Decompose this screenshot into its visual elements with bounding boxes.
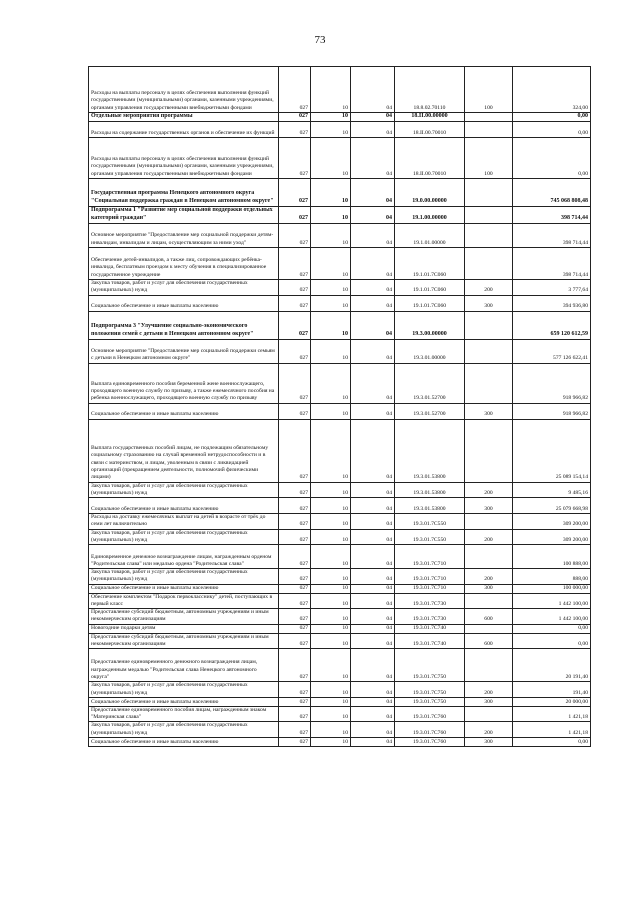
row-subsection: 04 xyxy=(351,224,395,248)
row-target-article: 19.3.01.7С760 xyxy=(395,722,465,738)
row-expense-type xyxy=(465,649,513,682)
row-section: 10 xyxy=(311,295,351,311)
row-amount: 0,00 xyxy=(513,633,591,649)
row-name: Закупка товаров, работ и услуг для обеспечения государственных (муниципальных) нужд xyxy=(89,482,279,498)
row-amount: 888,00 xyxy=(513,569,591,585)
row-amount: 0,00 xyxy=(513,122,591,138)
row-target-article: 19.3.01.53800 xyxy=(395,419,465,482)
row-name: Предоставление единовременного денежного вознаграждения лицам, награжденным медалью "Родительская слава Ненецкого автономного округа" xyxy=(89,649,279,682)
row-subsection: 04 xyxy=(351,311,395,339)
table-row xyxy=(89,419,591,482)
row-name: Социальное обеспечение и иные выплаты населению xyxy=(89,737,279,746)
row-subsection: 04 xyxy=(351,280,395,296)
row-target-article: 19.1.01.00000 xyxy=(395,224,465,248)
row-expense-type: 100 xyxy=(465,138,513,179)
row-expense-type: 600 xyxy=(465,609,513,625)
page-number: 73 xyxy=(314,34,326,46)
budget-table-body xyxy=(89,67,591,747)
row-admin-code: 027 xyxy=(279,248,311,280)
row-name: Расходы на содержание государственных органов и обеспечение их функций xyxy=(89,122,279,138)
row-amount: 1 442 100,00 xyxy=(513,593,591,609)
row-name: Обеспечение детей-инвалидов, а также лиц, сопровождающих ребёнка-инвалида, бесплатным проездом к месту обучения в специализированное государственное учреждение xyxy=(89,248,279,280)
row-name: Государственная программа Ненецкого автономного округа "Социальная поддержка граждан в Ненецком автономном округе" xyxy=(89,179,279,207)
row-expense-type xyxy=(465,224,513,248)
row-expense-type xyxy=(465,248,513,280)
row-admin-code: 027 xyxy=(279,295,311,311)
row-subsection: 04 xyxy=(351,179,395,207)
row-subsection: 04 xyxy=(351,545,395,569)
row-subsection: 04 xyxy=(351,529,395,545)
row-target-article: 19.3.01.7С550 xyxy=(395,529,465,545)
row-amount: 25 089 154,14 xyxy=(513,419,591,482)
row-section: 10 xyxy=(311,419,351,482)
row-target-article: 19.3.00.00000 xyxy=(395,311,465,339)
row-admin-code: 027 xyxy=(279,482,311,498)
row-admin-code: 027 xyxy=(279,113,311,122)
row-expense-type xyxy=(465,179,513,207)
row-name: Закупка товаров, работ и услуг для обеспечения государственных (муниципальных) нужд xyxy=(89,722,279,738)
row-target-article: 19.0.00.00000 xyxy=(395,179,465,207)
row-subsection: 04 xyxy=(351,419,395,482)
row-admin-code: 027 xyxy=(279,529,311,545)
row-section: 10 xyxy=(311,498,351,514)
row-name: Социальное обеспечение и иные выплаты населению xyxy=(89,403,279,419)
row-amount: 0,00 xyxy=(513,138,591,179)
row-name: Предоставление субсидий бюджетным, автономным учреждениям и иным некоммерческим организациям xyxy=(89,609,279,625)
row-admin-code: 027 xyxy=(279,737,311,746)
row-amount: 0,00 xyxy=(513,737,591,746)
row-admin-code: 027 xyxy=(279,138,311,179)
row-subsection: 04 xyxy=(351,138,395,179)
budget-table xyxy=(88,66,591,747)
row-subsection: 04 xyxy=(351,295,395,311)
row-target-article: 19.1.01.7С060 xyxy=(395,280,465,296)
row-amount: 25 079 668,98 xyxy=(513,498,591,514)
row-admin-code: 027 xyxy=(279,633,311,649)
row-name: Закупка товаров, работ и услуг для обеспечения государственных (муниципальных) нужд xyxy=(89,569,279,585)
row-target-article: 19.3.01.00000 xyxy=(395,339,465,363)
row-target-article: 19.3.01.7С710 xyxy=(395,545,465,569)
row-name: Социальное обеспечение и иные выплаты населению xyxy=(89,295,279,311)
row-expense-type xyxy=(465,545,513,569)
row-name: Обеспечение комплектом "Подарок первокласснику" детей, поступающих в первый класс xyxy=(89,593,279,609)
table-row xyxy=(89,339,591,363)
row-amount: 394 936,80 xyxy=(513,295,591,311)
row-subsection: 04 xyxy=(351,482,395,498)
table-row xyxy=(89,311,591,339)
row-admin-code: 027 xyxy=(279,649,311,682)
row-section: 10 xyxy=(311,706,351,722)
row-target-article: 19.3.01.7С750 xyxy=(395,697,465,706)
row-subsection: 04 xyxy=(351,682,395,698)
row-admin-code: 027 xyxy=(279,280,311,296)
row-section: 10 xyxy=(311,697,351,706)
row-amount: 20 000,00 xyxy=(513,697,591,706)
table-row xyxy=(89,682,591,698)
row-target-article: 19.3.01.7С760 xyxy=(395,737,465,746)
table-row xyxy=(89,113,591,122)
row-section: 10 xyxy=(311,122,351,138)
row-name: Подпрограмма 3 "Улучшение социально-экономического положения семей с детьми в Ненецком автономном округе" xyxy=(89,311,279,339)
row-amount: 745 068 808,48 xyxy=(513,179,591,207)
row-section: 10 xyxy=(311,529,351,545)
table-row xyxy=(89,545,591,569)
row-admin-code: 027 xyxy=(279,179,311,207)
row-subsection: 04 xyxy=(351,113,395,122)
row-admin-code: 027 xyxy=(279,403,311,419)
row-subsection: 04 xyxy=(351,624,395,633)
row-subsection: 04 xyxy=(351,569,395,585)
row-expense-type: 200 xyxy=(465,569,513,585)
row-admin-code: 027 xyxy=(279,339,311,363)
row-amount: 0,00 xyxy=(513,113,591,122)
row-name: Предоставление субсидий бюджетным, автономным учреждениям и иным некоммерческим организациям xyxy=(89,633,279,649)
row-name: Социальное обеспечение и иные выплаты населению xyxy=(89,584,279,593)
table-row xyxy=(89,593,591,609)
row-section: 10 xyxy=(311,682,351,698)
row-section: 10 xyxy=(311,67,351,113)
row-amount: 20 191,40 xyxy=(513,649,591,682)
row-target-article: 19.3.01.7С740 xyxy=(395,633,465,649)
table-row xyxy=(89,482,591,498)
table-row xyxy=(89,67,591,113)
row-expense-type xyxy=(465,419,513,482)
row-name: Расходы на доставку ежемесячных выплат на детей в возрасте от трёх до семи лет включительно xyxy=(89,514,279,530)
row-target-article: 19.3.01.7С710 xyxy=(395,584,465,593)
row-amount: 0,00 xyxy=(513,624,591,633)
table-row xyxy=(89,633,591,649)
row-name: Новогодние подарки детям xyxy=(89,624,279,633)
row-section: 10 xyxy=(311,248,351,280)
row-subsection: 04 xyxy=(351,207,395,224)
row-target-article: 18.II.00.70010 xyxy=(395,138,465,179)
row-amount: 1 421,18 xyxy=(513,706,591,722)
row-expense-type xyxy=(465,207,513,224)
row-section: 10 xyxy=(311,224,351,248)
row-subsection: 04 xyxy=(351,498,395,514)
row-amount: 100 000,00 xyxy=(513,584,591,593)
row-section: 10 xyxy=(311,649,351,682)
row-target-article: 19.3.01.52700 xyxy=(395,363,465,403)
row-amount: 3 777,64 xyxy=(513,280,591,296)
row-amount: 398 714,44 xyxy=(513,248,591,280)
row-amount: 191,40 xyxy=(513,682,591,698)
row-section: 10 xyxy=(311,633,351,649)
row-name: Социальное обеспечение и иные выплаты населению xyxy=(89,498,279,514)
row-name: Основное мероприятие "Предоставление мер социальной поддержки детям-инвалидам, инвалидам и лицам, осуществляющим за ними уход" xyxy=(89,224,279,248)
row-target-article: 19.3.01.7С730 xyxy=(395,593,465,609)
row-admin-code: 027 xyxy=(279,498,311,514)
table-row xyxy=(89,403,591,419)
row-subsection: 04 xyxy=(351,584,395,593)
row-admin-code: 027 xyxy=(279,207,311,224)
row-name: Отдельные мероприятия программы xyxy=(89,113,279,122)
row-section: 10 xyxy=(311,179,351,207)
row-admin-code: 027 xyxy=(279,545,311,569)
row-section: 10 xyxy=(311,722,351,738)
row-target-article: 19.3.01.7С750 xyxy=(395,682,465,698)
row-admin-code: 027 xyxy=(279,593,311,609)
row-name: Закупка товаров, работ и услуг для обеспечения государственных (муниципальных) нужд xyxy=(89,280,279,296)
table-row xyxy=(89,122,591,138)
row-amount: 1 421,18 xyxy=(513,722,591,738)
row-expense-type: 200 xyxy=(465,529,513,545)
table-row xyxy=(89,584,591,593)
row-amount: 100 888,00 xyxy=(513,545,591,569)
row-expense-type xyxy=(465,113,513,122)
row-subsection: 04 xyxy=(351,403,395,419)
row-expense-type: 300 xyxy=(465,584,513,593)
row-admin-code: 027 xyxy=(279,363,311,403)
row-target-article: 19.3.01.7С710 xyxy=(395,569,465,585)
row-target-article: 19.3.01.7С730 xyxy=(395,609,465,625)
row-amount: 324,00 xyxy=(513,67,591,113)
row-admin-code: 027 xyxy=(279,569,311,585)
row-admin-code: 027 xyxy=(279,419,311,482)
row-expense-type xyxy=(465,514,513,530)
row-section: 10 xyxy=(311,311,351,339)
row-expense-type: 300 xyxy=(465,697,513,706)
row-subsection: 04 xyxy=(351,609,395,625)
row-name: Социальное обеспечение и иные выплаты населению xyxy=(89,697,279,706)
row-section: 10 xyxy=(311,514,351,530)
row-section: 10 xyxy=(311,609,351,625)
row-section: 10 xyxy=(311,207,351,224)
row-amount: 398 714,44 xyxy=(513,224,591,248)
row-admin-code: 027 xyxy=(279,584,311,593)
row-amount: 1 442 100,00 xyxy=(513,609,591,625)
row-admin-code: 027 xyxy=(279,67,311,113)
row-section: 10 xyxy=(311,545,351,569)
row-admin-code: 027 xyxy=(279,609,311,625)
row-subsection: 04 xyxy=(351,122,395,138)
row-expense-type: 300 xyxy=(465,403,513,419)
row-expense-type: 200 xyxy=(465,722,513,738)
row-section: 10 xyxy=(311,624,351,633)
row-target-article: 19.3.01.7С740 xyxy=(395,624,465,633)
row-subsection: 04 xyxy=(351,363,395,403)
row-subsection: 04 xyxy=(351,737,395,746)
row-admin-code: 027 xyxy=(279,514,311,530)
row-amount: 398 714,44 xyxy=(513,207,591,224)
row-admin-code: 027 xyxy=(279,624,311,633)
row-amount: 577 126 622,41 xyxy=(513,339,591,363)
row-admin-code: 027 xyxy=(279,697,311,706)
row-amount: 918 966,82 xyxy=(513,363,591,403)
row-section: 10 xyxy=(311,403,351,419)
row-subsection: 04 xyxy=(351,649,395,682)
row-amount: 918 966,82 xyxy=(513,403,591,419)
row-name: Выплата государственных пособий лицам, не подлежащим обязательному социальному страхованию на случай временной нетрудоспособности и в связи с материнством, и лицам, уволенным в связи с ликвидацией организаций (прекращением деятельности, полномочий физическими лицами) xyxy=(89,419,279,482)
table-row xyxy=(89,295,591,311)
row-subsection: 04 xyxy=(351,514,395,530)
row-subsection: 04 xyxy=(351,339,395,363)
row-subsection: 04 xyxy=(351,633,395,649)
row-admin-code: 027 xyxy=(279,722,311,738)
row-section: 10 xyxy=(311,113,351,122)
row-admin-code: 027 xyxy=(279,224,311,248)
row-expense-type xyxy=(465,706,513,722)
row-expense-type xyxy=(465,363,513,403)
table-row xyxy=(89,624,591,633)
row-expense-type: 300 xyxy=(465,498,513,514)
table-row xyxy=(89,248,591,280)
row-subsection: 04 xyxy=(351,706,395,722)
row-section: 10 xyxy=(311,569,351,585)
row-section: 10 xyxy=(311,280,351,296)
row-target-article: 19.1.00.00000 xyxy=(395,207,465,224)
row-expense-type: 100 xyxy=(465,67,513,113)
table-row xyxy=(89,138,591,179)
row-section: 10 xyxy=(311,363,351,403)
table-row xyxy=(89,649,591,682)
table-row xyxy=(89,207,591,224)
row-expense-type xyxy=(465,122,513,138)
row-target-article: 19.3.01.53800 xyxy=(395,482,465,498)
row-expense-type: 300 xyxy=(465,295,513,311)
row-target-article: 19.3.01.53800 xyxy=(395,498,465,514)
row-expense-type: 200 xyxy=(465,482,513,498)
row-section: 10 xyxy=(311,339,351,363)
row-section: 10 xyxy=(311,737,351,746)
row-target-article: 19.3.01.7С550 xyxy=(395,514,465,530)
table-row xyxy=(89,706,591,722)
table-row xyxy=(89,224,591,248)
row-target-article: 18.II.00.00000 xyxy=(395,113,465,122)
row-name: Расходы на выплаты персоналу в целях обеспечения выполнения функций государственными (муниципальными) органами, казенными учреждениями, органами управления государственными внебюджетными фондами xyxy=(89,67,279,113)
row-name: Единовременное денежное вознаграждение лицам, награжденным орденом "Родительская слава" или медалью ордена "Родительская слава" xyxy=(89,545,279,569)
row-amount: 9 485,16 xyxy=(513,482,591,498)
row-expense-type: 600 xyxy=(465,633,513,649)
table-row xyxy=(89,529,591,545)
table-row xyxy=(89,722,591,738)
table-row xyxy=(89,737,591,746)
row-expense-type: 300 xyxy=(465,737,513,746)
row-name: Предоставление единовременного пособия лицам, награжденным знаком "Материнская слава" xyxy=(89,706,279,722)
row-subsection: 04 xyxy=(351,67,395,113)
row-name: Основное мероприятие "Предоставление мер социальной поддержки семьям с детьми в Ненецком автономном округе" xyxy=(89,339,279,363)
table-row xyxy=(89,569,591,585)
row-expense-type: 200 xyxy=(465,280,513,296)
table-row xyxy=(89,697,591,706)
table-row xyxy=(89,280,591,296)
table-row xyxy=(89,363,591,403)
row-admin-code: 027 xyxy=(279,122,311,138)
row-target-article: 19.1.01.7С060 xyxy=(395,248,465,280)
row-amount: 309 200,00 xyxy=(513,514,591,530)
row-section: 10 xyxy=(311,584,351,593)
row-section: 10 xyxy=(311,482,351,498)
row-subsection: 04 xyxy=(351,593,395,609)
row-admin-code: 027 xyxy=(279,682,311,698)
table-row xyxy=(89,498,591,514)
row-target-article: 18.8.02.70110 xyxy=(395,67,465,113)
row-target-article: 19.3.01.7С750 xyxy=(395,649,465,682)
row-target-article: 18.II.00.70010 xyxy=(395,122,465,138)
row-target-article: 19.1.01.7С060 xyxy=(395,295,465,311)
row-name: Подпрограмма 1 "Развитие мер социальной поддержки отдельных категорий граждан" xyxy=(89,207,279,224)
row-admin-code: 027 xyxy=(279,706,311,722)
row-amount: 659 120 612,59 xyxy=(513,311,591,339)
row-expense-type: 200 xyxy=(465,682,513,698)
row-subsection: 04 xyxy=(351,697,395,706)
row-name: Закупка товаров, работ и услуг для обеспечения государственных (муниципальных) нужд xyxy=(89,682,279,698)
row-name: Расходы на выплаты персоналу в целях обеспечения выполнения функций государственными (муниципальными) органами, казенными учреждениями, органами управления государственными внебюджетными фондами xyxy=(89,138,279,179)
table-row xyxy=(89,179,591,207)
row-target-article: 19.3.01.7С760 xyxy=(395,706,465,722)
row-amount: 309 200,00 xyxy=(513,529,591,545)
row-expense-type xyxy=(465,311,513,339)
row-subsection: 04 xyxy=(351,722,395,738)
row-subsection: 04 xyxy=(351,248,395,280)
row-section: 10 xyxy=(311,138,351,179)
row-section: 10 xyxy=(311,593,351,609)
row-expense-type xyxy=(465,339,513,363)
row-name: Выплата единовременного пособия беременной жене военнослужащего, проходящего военную службу по призыву, а также ежемесячного пособия на ребенка военнослужащего, проходящего военную службу по призыву xyxy=(89,363,279,403)
table-row xyxy=(89,609,591,625)
row-target-article: 19.3.01.52700 xyxy=(395,403,465,419)
row-expense-type xyxy=(465,624,513,633)
row-expense-type xyxy=(465,593,513,609)
row-name: Закупка товаров, работ и услуг для обеспечения государственных (муниципальных) нужд xyxy=(89,529,279,545)
table-row xyxy=(89,514,591,530)
row-admin-code: 027 xyxy=(279,311,311,339)
